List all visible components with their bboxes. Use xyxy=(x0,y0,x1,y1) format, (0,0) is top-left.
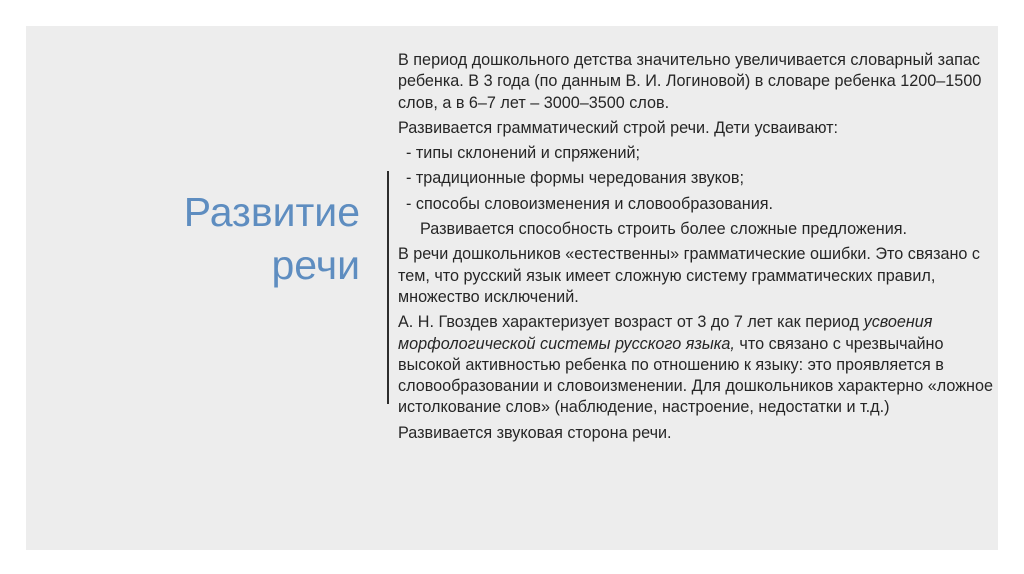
slide-title: Развитие речи xyxy=(183,189,360,288)
list-item: - типы склонений и спряжений; xyxy=(406,144,641,163)
paragraph-vocabulary: В период дошкольного детства значительно увеличивается словарный запас ребенка. В 3 года (по данным В. И. Логиновой) в словаре ребенка 1200–1500 слов, а в 6–7 лет – 3000–3500 слов. xyxy=(398,51,982,112)
gvozdev-text-end: что связано с чрезвычайно высокой активностью ребенка по отношению к языку: это проявляется в словообразовании и словоизменении. Для дошкольников характерно «ложное истолкование слов» (наблюдение, настроение, недостатки и т.д.) xyxy=(398,334,993,417)
list-item: - традиционные формы чередования звуков; xyxy=(406,169,745,188)
paragraph-gvozdev xyxy=(398,312,998,418)
paragraph-sound: Развивается звуковая сторона речи. xyxy=(398,423,672,442)
slide-body xyxy=(398,50,998,448)
paragraph-sentences: Развивается способность строить более сложные предложения. xyxy=(420,220,908,239)
gvozdev-text-italic: усвоения морфологической системы русского языка, xyxy=(398,313,933,353)
paragraph-grammar: Развивается грамматический строй речи. Дети усваивают: xyxy=(398,118,839,137)
paragraph-errors: В речи дошкольников «естественны» грамматические ошибки. Это связано с тем, что русский язык имеет сложную систему грамматических правил, множество исключений. xyxy=(398,245,981,306)
gvozdev-text-start: А. Н. Гвоздев характеризует возраст от 3 до 7 лет как период xyxy=(398,313,864,332)
vertical-divider xyxy=(387,171,389,404)
list-item: - способы словоизменения и словообразования. xyxy=(406,194,774,213)
